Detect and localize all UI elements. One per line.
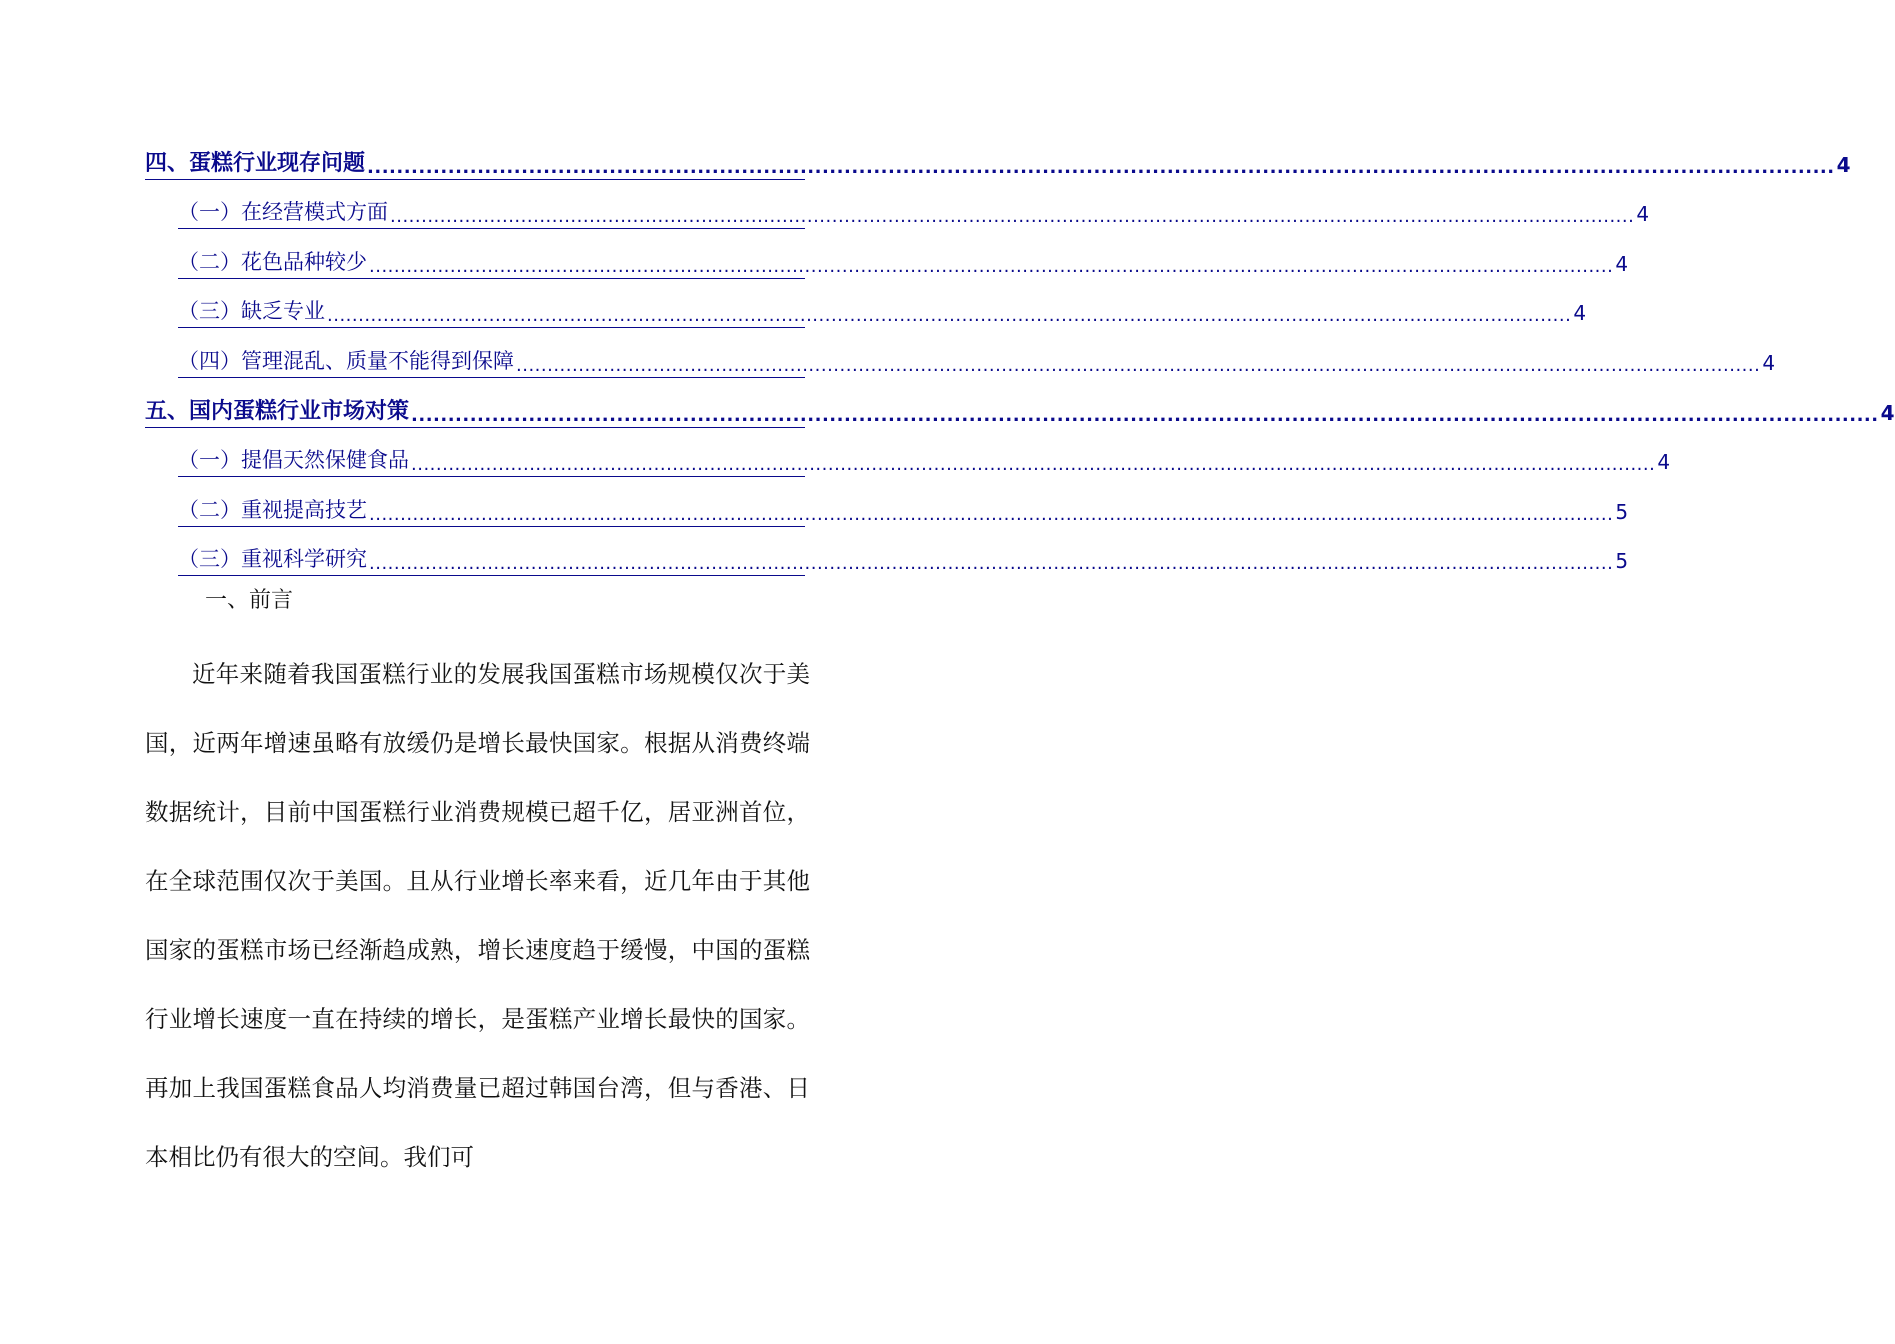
toc-leader-dots: ........................................................................................................................................................................................................ bbox=[411, 454, 1656, 476]
toc-entry-label: （一）在经营模式方面 bbox=[178, 200, 388, 225]
toc-entry[interactable] bbox=[145, 527, 1629, 577]
toc-entry-label: （一）提倡天然保健食品 bbox=[178, 448, 409, 473]
toc-entry-link[interactable] bbox=[178, 246, 1629, 279]
toc-entry-link[interactable] bbox=[145, 146, 1851, 180]
toc-entry-link[interactable] bbox=[145, 394, 1895, 428]
toc-entry[interactable] bbox=[145, 428, 1671, 478]
toc-entry[interactable] bbox=[145, 328, 1776, 378]
table-of-contents bbox=[145, 130, 1895, 576]
paragraph: 近年来随着我国蛋糕行业的发展我国蛋糕市场规模仅次于美国，近两年增速虽略有放缓仍是增长最快国家。根据从消费终端数据统计，目前中国蛋糕行业消费规模已超千亿，居亚洲首位，在全球范围仅次于美国。且从行业增长率来看，近几年由于其他国家的蛋糕市场已经渐趋成熟，增长速度趋于缓慢，中国的蛋糕行业增长速度一直在持续的增长，是蛋糕产业增长最快的国家。再加上我国蛋糕食品人均消费量已超过韩国台湾，但与香港、日本相比仍有很大的空间。我们可 bbox=[145, 660, 810, 1171]
toc-leader-dots: ........................................................................................................................................................................................................ bbox=[390, 206, 1635, 228]
toc-entry[interactable] bbox=[145, 180, 1650, 230]
toc-entry-label: （二）重视提高技艺 bbox=[178, 497, 367, 522]
toc-entry-label: （二）花色品种较少 bbox=[178, 249, 367, 274]
toc-entry[interactable] bbox=[145, 130, 1851, 180]
toc-entry-link[interactable] bbox=[178, 543, 1629, 576]
toc-leader-dots: ........................................................................................................................................................................................................ bbox=[516, 354, 1761, 376]
toc-entry-label: （四）管理混乱、质量不能得到保障 bbox=[178, 348, 514, 373]
toc-entry[interactable] bbox=[145, 378, 1895, 428]
toc-page-number: 4 bbox=[1615, 251, 1629, 276]
toc-leader-dots: ........................................................................................................................................................................................................ bbox=[367, 156, 1835, 178]
toc-page-number: 5 bbox=[1615, 549, 1629, 574]
section-heading: 一、前言 bbox=[205, 588, 294, 613]
toc-page-number: 4 bbox=[1573, 301, 1587, 326]
toc-page-number: 4 bbox=[1836, 152, 1851, 177]
toc-entry-label: 四、蛋糕行业现存问题 bbox=[145, 149, 366, 176]
toc-entry[interactable] bbox=[145, 229, 1629, 279]
toc-entry-link[interactable] bbox=[178, 196, 1650, 229]
toc-entry-link[interactable] bbox=[178, 444, 1671, 477]
toc-entry-link[interactable] bbox=[178, 494, 1629, 527]
toc-leader-dots: ........................................................................................................................................................................................................ bbox=[327, 305, 1572, 327]
toc-leader-dots: ........................................................................................................................................................................................................ bbox=[369, 503, 1614, 525]
toc-page-number: 4 bbox=[1880, 400, 1895, 425]
toc-leader-dots: ........................................................................................................................................................................................................ bbox=[411, 404, 1879, 426]
toc-entry[interactable] bbox=[145, 279, 1587, 329]
toc-entry-label: 五、国内蛋糕行业市场对策 bbox=[145, 397, 410, 424]
toc-leader-dots: ........................................................................................................................................................................................................ bbox=[369, 553, 1614, 575]
body-text bbox=[145, 640, 810, 1192]
toc-entry-link[interactable] bbox=[178, 295, 1587, 328]
toc-page-number: 4 bbox=[1657, 450, 1671, 475]
toc-entry-label: （三）重视科学研究 bbox=[178, 547, 367, 572]
toc-entry-link[interactable] bbox=[178, 345, 1776, 378]
toc-page-number: 4 bbox=[1636, 202, 1650, 227]
toc-entry[interactable] bbox=[145, 477, 1629, 527]
toc-entry-label: （三）缺乏专业 bbox=[178, 299, 325, 324]
toc-page-number: 5 bbox=[1615, 499, 1629, 524]
toc-page-number: 4 bbox=[1762, 350, 1776, 375]
toc-leader-dots: ........................................................................................................................................................................................................ bbox=[369, 255, 1614, 277]
